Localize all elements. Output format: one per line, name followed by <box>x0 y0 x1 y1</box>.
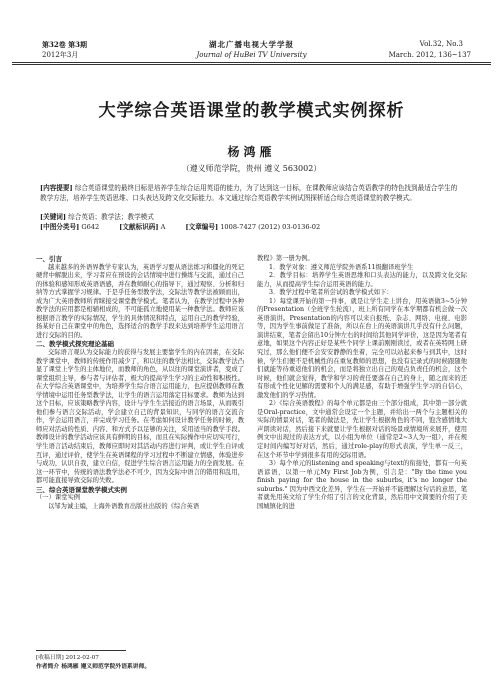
keywords-label: [关键词] <box>40 213 67 221</box>
volume-issue-cn: 第32卷 第3期 <box>42 40 88 49</box>
article-no: 1008-7427 (2012) 03-0136-02 <box>220 222 321 231</box>
paragraph: 2）《综合英语教程》的每个单元都是由三个部分组成，其中第一部分就是Oral-practice，文中通常会设定一个主题，并给出一两个与主题相关的实际的情景对话，笔者的做法是，先让学生根据角色的不同，饱含感情地大声朗读对话，然后接下来就要让学生根据对话的场景或情境所来展开，使用例文中出现过的表达方式，以小组为单位（通常是2~3人为一组），并在规定时间内编写好对话，然后，通过role-play的形式表演，学生单一反三，在这个环节中学到很多有用的交际用语。 <box>257 400 467 459</box>
header-rule-thin <box>12 64 491 65</box>
paragraph: 教程》第一册为例。 <box>257 255 314 262</box>
paragraph: 1．教学对象：遵义师范学院外语系11级翻译班学生 <box>269 263 414 271</box>
footnote-rule <box>36 650 126 651</box>
paragraph: 3）每个单元的listening and speaking与text的衔接处，都有一句英语谚语，以第一单元My First Job为例，引言是："By the time you finish paying for the house in the suburbs, it's no longer the suburbs." 因为中西文化差异，学生在一开始并不能理解这句话的意思，笔者就先用英文给了学生介绍了引言的文化背景，然后用中文简要的介绍了美国城镇化的进 <box>257 460 467 510</box>
author-bio: 作者简介 杨鸿雁 遵义师范学院外语系讲师。 <box>36 664 151 670</box>
clc-label: [中图分类号] <box>40 222 80 231</box>
received-date: [收稿日期] 2012-02-07 <box>36 655 99 661</box>
article-meta <box>40 213 320 232</box>
article-no-label: [文章编号] <box>185 222 219 231</box>
paragraph: 以邹为诚主编，上海外语教育出版社出版的《综合英语 <box>48 502 200 510</box>
paragraph: 越来越多的外语界教学专家认为，英语学习要从语法练习和僵化的死记硬背中解脱出来，学习者应在预设的会话情境中进行操练与交流，通过自己的体验和感知形成英语语感，并在教师耐心的指导下，通过观察、分析和归纳等方式掌握学习规律。于是乎任务型教学法，交际法等教学法被顾而出，成为广大英语教师所青睐接受课堂教学模式。笔者认为，在教学过程中各种教学法的应用都是相辅相成的，不可能孤立地使用某一种教学法。教师应该根据语言教学的实际情况，学生的具体情况和特点，运用自己的教学经验，扬某好自己在课堂中的角色，选择适合的教学手段来达到培养学生运用语言进行交际的目的。 <box>36 263 244 339</box>
header-rule <box>12 62 491 63</box>
volume-issue-en: Vol.32, No.3 <box>419 40 463 48</box>
footnote <box>36 654 150 672</box>
doc-code-label: [文献标识码] <box>119 222 159 231</box>
keywords: 综合英语；教学法；教学模式 <box>68 213 154 221</box>
clc-code: G642 <box>81 222 100 231</box>
right-column <box>257 255 467 511</box>
abstract-text: 综合英语课堂的最终目标是培养学生综合运用英语的能力，为了达到这一目标，在课教师应该结合英语教学的特色找到最适合学生的教学方法，培养学生英语思维、口头表达及跨文化交际能力。本文通过综合英语教学实例试图探析适合综合英语课堂的教学模式。 <box>40 184 458 202</box>
section-heading-intro: 一、引言 <box>36 255 62 263</box>
abstract <box>40 184 463 203</box>
journal-title-cn: 湖北广播电视大学学报 <box>209 40 294 49</box>
date-pages-en: March. 2012, 136~137 <box>388 51 471 59</box>
date-cn: 2012年3月 <box>42 51 79 59</box>
paragraph: 1）每堂课开始的第一件事，就是让学生走上讲台，用英语做3~5分钟的Presentation（全班学生轮流），班上所有同学在本学期都有机会做一次英语演讲。Presentation的内容可以来自报纸、杂志、网络、电视、电影等，因为学生事前做足了准备，所以在台上的英语演讲几乎没有什么问题，演讲结束，笔者会留出10分钟左右的时间给其他同学评价，这是因为笔者有意地，如果这个内容正好是某些个同学上课前刚刚读过，或者在英特网上研究过，那么他们便不会安安静静的坐着，完全可以站起来参与到其中，这时候，学生们便不是机械性的在重复教师的思想，也没有记录式的时候跟随他们就能等待重返他们的机会，而是将独立出自己的观点负责任的机会，这个时候，他们就会觉得，教学和学习的责任要落在自己的身上，随之而来的还有形成个性化见解的需要和个人的满足感，有助于增强学生学习的自信心，激发他们的学习热情。 <box>257 297 467 399</box>
author-affiliation: （遵义师范学院，贵州 遵义 563002） <box>181 164 322 173</box>
left-column <box>36 255 244 511</box>
section-heading-examples: 三、综合英语课堂教学模式实例 <box>36 485 127 494</box>
doc-code: A <box>160 222 166 231</box>
journal-title-en: Journal of HuBei TV University <box>196 51 307 59</box>
paragraph: 2．教学目标：培养学生英语思维和口头表达的能力，以及跨文化交际能力，从而提高学生综合运用英语的能力。 <box>257 272 467 288</box>
paragraph: 3．教学过程中笔者所尝试的教学模式如下： <box>269 289 393 297</box>
paragraph: 交际语言观认为交际能力的获得与发展主要靠学生的内在因素，在交际教学课堂中，教师的传统作用减少了，和以往的教学法相比，交际教学法凸显了课堂上学生的主体地位，而教师的角色，从以往的课堂演讲者，变成了课堂组织主导，参与者与评估者，极大的提高学生学习的主动性和积极性。在大学综合英语课堂中，为培养学生综合语言运用能力，也应提倡教师在教学情境中运用任务型教学法，让学生的语言运用落定目标要求。教师为达到这个目标，应该策略教学内容，设计与学生生活接近的语言场景，从而吸引他们参与语言交际活动，学会建立自己的背景知识，与同学的语言交流合作，学会运用语言，并完成学习任务。在考虑如何设计教学任务的时候，教师应对活动的性质、内容、和方式予以足够的关注，采用适当的教学手段。教师设计的教学活动应该具有鲜明的目标，而且在实际操作中应切实可行，学生语言活动结束后，教师应即时对其活动内容进行评判，或让学生自评或互评，通过评价，使学生在英语课程的学习过程中不断建立情感，体验进步与成功，认识自我，建立自信，促进学生综合语言运用能力的全面发展。在这一环节中，传统的语法教学法必不可少，因为交际中语言的错用和乱用，都可能直接导致交际的失败。 <box>36 349 244 485</box>
abstract-label: [内容提要] <box>40 184 73 192</box>
section-heading-theory: 二、教学模式探究理论基础 <box>36 340 114 349</box>
subsection-heading: （一）课堂实例 <box>36 494 81 502</box>
author-name: 杨鸿雁 <box>227 145 276 159</box>
article-title: 大学综合英语课堂的教学模式实例探析 <box>98 101 405 121</box>
